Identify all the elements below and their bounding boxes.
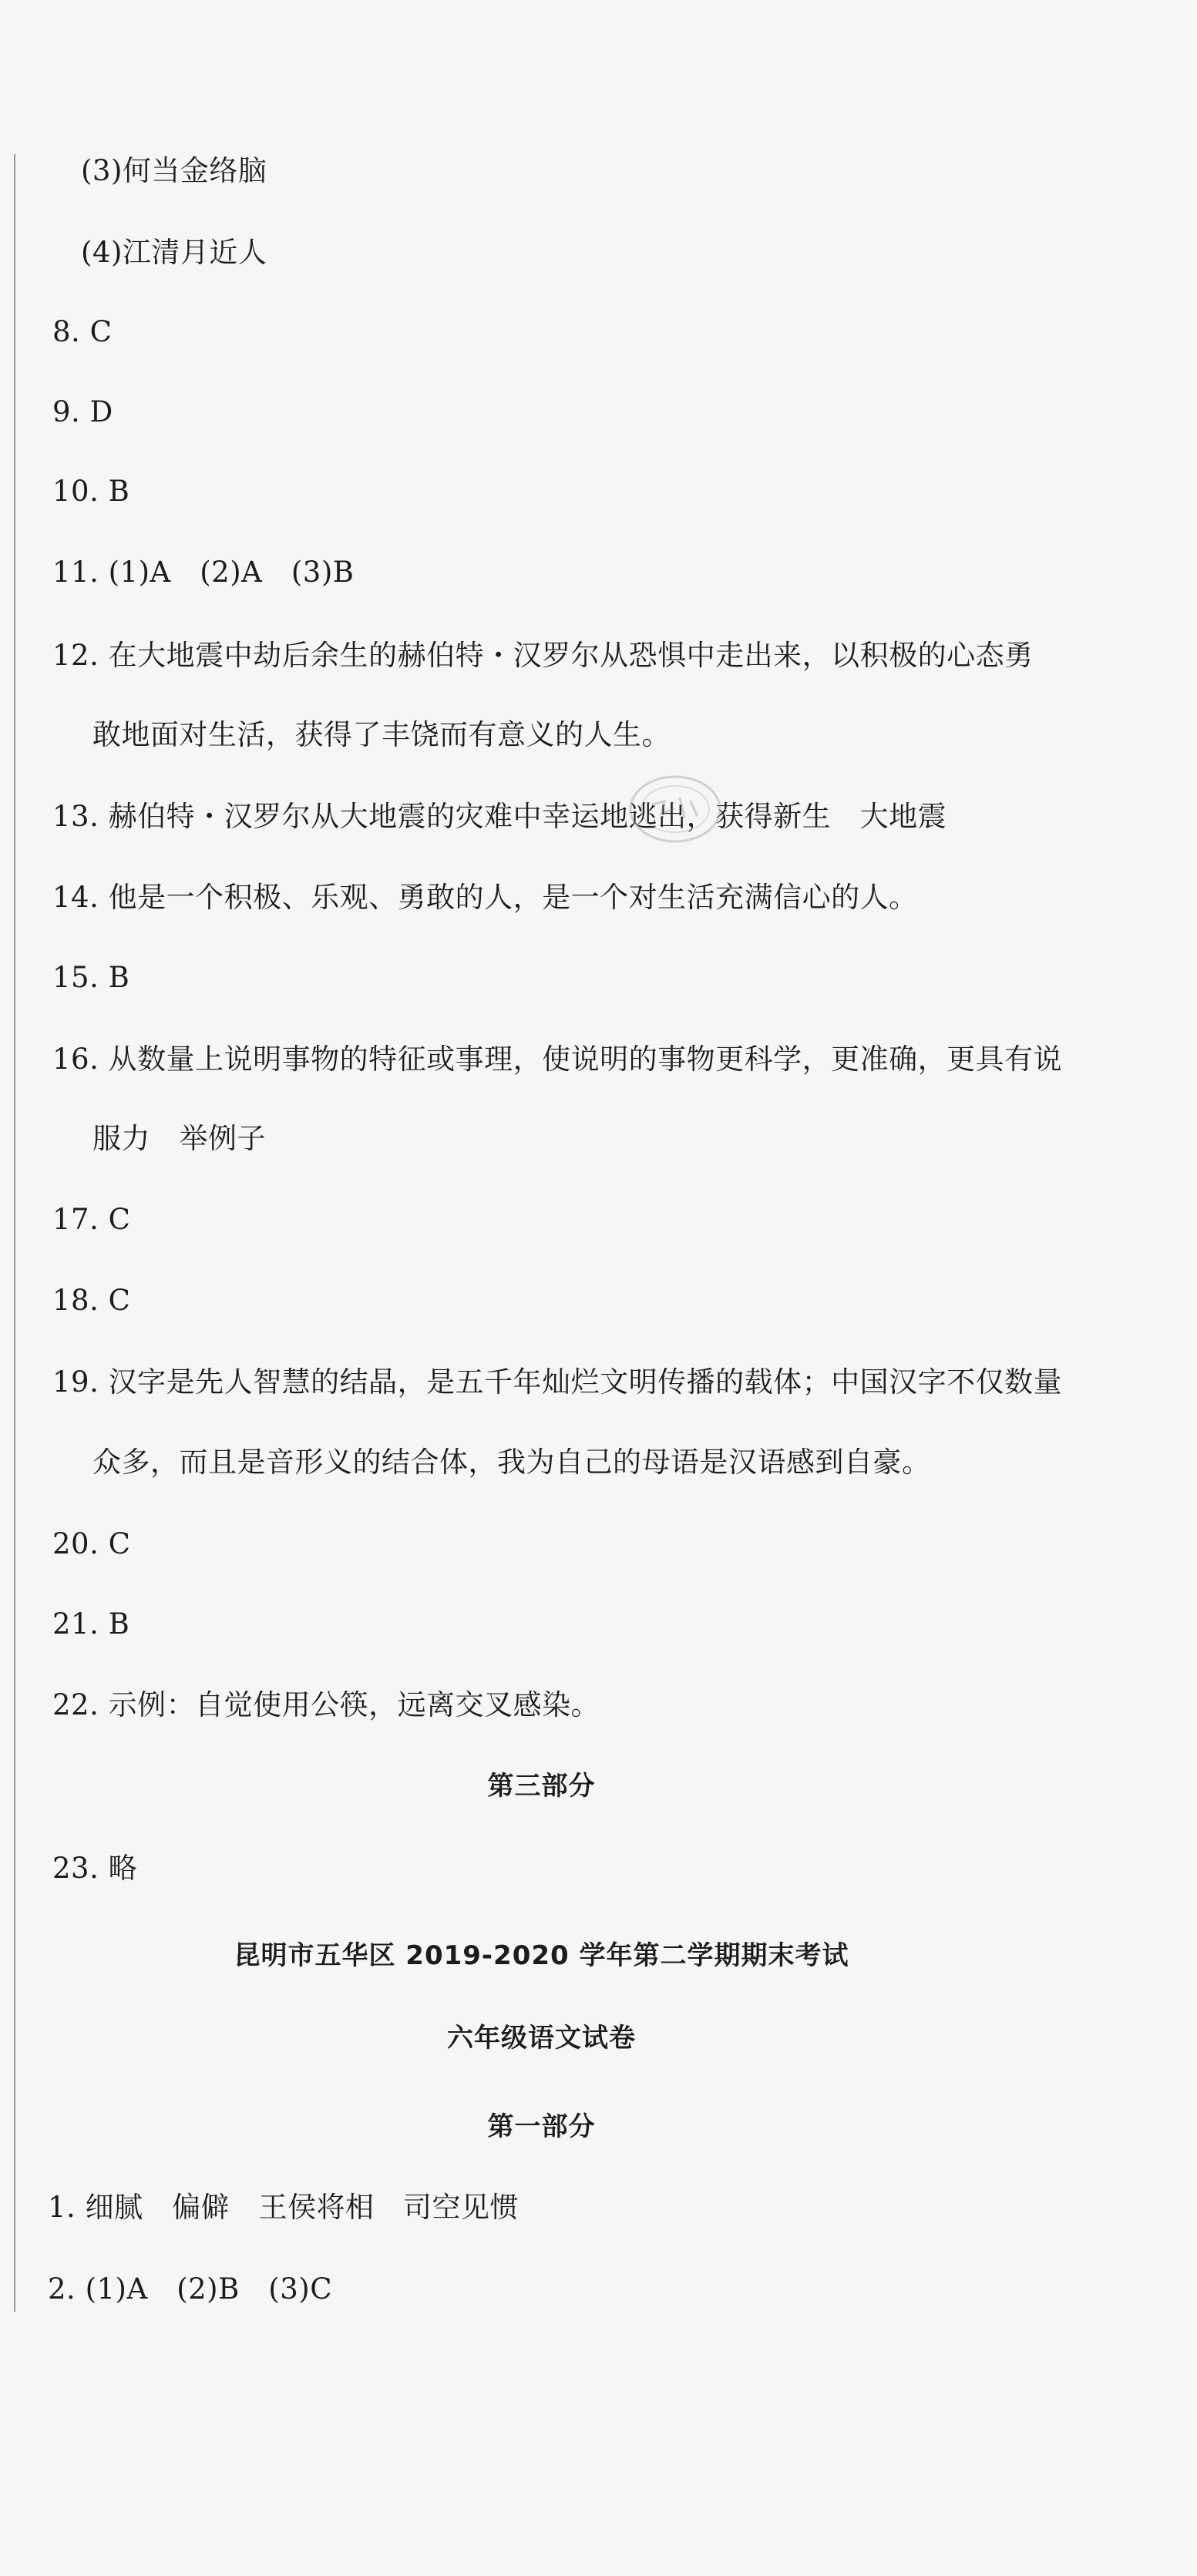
answer-7-3: (3)何当金络脑 — [81, 154, 267, 187]
answer-11: 11. (1)A (2)A (3)B — [52, 556, 355, 589]
answer-7-4: (4)江清月近人 — [81, 236, 267, 269]
answer-12-cont: 敢地面对生活，获得了丰饶而有意义的人生。 — [92, 718, 671, 751]
answer-12: 12. 在大地震中劫后余生的赫伯特・汉罗尔从恐惧中走出来，以积极的心态勇 — [52, 639, 1034, 672]
answer-16-cont: 服力 举例子 — [92, 1122, 266, 1155]
answer-20: 20. C — [52, 1527, 131, 1560]
answer-15: 15. B — [52, 961, 130, 994]
answer-13: 13. 赫伯特・汉罗尔从大地震的灾难中幸运地逃出，获得新生 大地震 — [52, 800, 947, 833]
answer-19: 19. 汉字是先人智慧的结晶，是五千年灿烂文明传播的载体；中国汉字不仅数量 — [52, 1365, 1063, 1399]
answer-19-cont: 众多，而且是音形义的结合体，我为自己的母语是汉语感到自豪。 — [92, 1446, 931, 1479]
answer-10: 10. B — [52, 475, 130, 508]
section-heading-part-one: 第一部分 — [487, 2111, 596, 2142]
answer-new-1: 1. 细腻 偏僻 王侯将相 司空见惯 — [48, 2191, 519, 2224]
answer-21: 21. B — [52, 1607, 130, 1641]
answer-18: 18. C — [52, 1284, 131, 1317]
answer-17: 17. C — [52, 1203, 131, 1236]
margin-rule — [14, 154, 15, 2312]
answer-14: 14. 他是一个积极、乐观、勇敢的人，是一个对生活充满信心的人。 — [52, 881, 918, 914]
watermark-stamp-icon — [626, 771, 725, 848]
answer-new-2: 2. (1)A (2)B (3)C — [48, 2272, 333, 2306]
answer-16: 16. 从数量上说明事物的特征或事理，使说明的事物更科学，更准确，更具有说 — [52, 1043, 1063, 1076]
answer-8: 8. C — [52, 315, 113, 348]
exam-subtitle: 六年级语文试卷 — [447, 2023, 636, 2054]
answer-22: 22. 示例：自觉使用公筷，远离交叉感染。 — [52, 1688, 600, 1721]
section-heading-part-three: 第三部分 — [487, 1771, 596, 1802]
exam-title: 昆明市五华区 2019-2020 学年第二学期期末考试 — [234, 1940, 849, 1971]
answer-9: 9. D — [52, 395, 113, 428]
answer-23: 23. 略 — [52, 1852, 138, 1885]
